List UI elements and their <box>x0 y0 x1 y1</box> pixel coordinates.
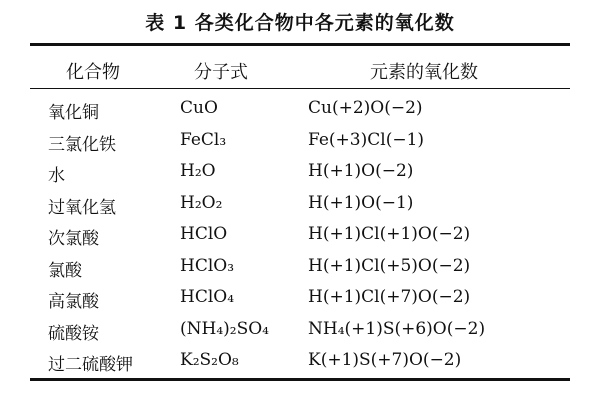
formula-cell: HClO₄ <box>180 287 235 307</box>
top-rule <box>30 43 570 46</box>
table-row <box>0 222 600 254</box>
oxidation-cell: H(+1)O(−1) <box>308 192 414 213</box>
formula-cell: FeCl₃ <box>180 129 227 150</box>
bottom-rule <box>30 378 570 381</box>
table-body <box>0 96 600 380</box>
compound-cell: 过氧化氢 <box>48 197 116 218</box>
compound-cell: 过二硫酸钾 <box>48 355 133 375</box>
oxidation-cell: K(+1)S(+7)O(−2) <box>308 350 462 370</box>
compound-cell: 水 <box>48 166 65 186</box>
table-row <box>0 285 600 317</box>
formula-cell: H₂O₂ <box>180 192 223 213</box>
oxidation-cell: H(+1)Cl(+7)O(−2) <box>308 287 471 307</box>
table-row <box>0 191 600 223</box>
table-row <box>0 159 600 191</box>
compound-cell: 氯酸 <box>48 260 82 281</box>
table-row <box>0 96 600 128</box>
compound-cell: 氧化铜 <box>48 103 99 123</box>
table-row <box>0 317 600 349</box>
header-oxidation: 元素的氧化数 <box>370 62 478 83</box>
compound-cell: 次氯酸 <box>48 229 99 249</box>
table-header <box>0 58 600 82</box>
formula-cell: H₂O <box>180 161 216 181</box>
table-title: 表 1 各类化合物中各元素的氧化数 <box>145 12 455 34</box>
table-row <box>0 348 600 380</box>
oxidation-cell: Fe(+3)Cl(−1) <box>308 129 425 150</box>
table-row <box>0 254 600 286</box>
oxidation-cell: H(+1)Cl(+5)O(−2) <box>308 255 471 276</box>
compound-cell: 高氯酸 <box>48 292 99 312</box>
oxidation-cell: Cu(+2)O(−2) <box>308 98 423 118</box>
formula-cell: HClO <box>180 224 228 244</box>
formula-cell: CuO <box>180 98 218 118</box>
compound-cell: 硫酸铵 <box>48 323 99 344</box>
header-formula: 分子式 <box>194 62 248 83</box>
formula-cell: (NH₄)₂SO₄ <box>180 318 269 339</box>
oxidation-cell: NH₄(+1)S(+6)O(−2) <box>308 318 486 339</box>
oxidation-cell: H(+1)Cl(+1)O(−2) <box>308 224 471 244</box>
table-row <box>0 128 600 160</box>
formula-cell: HClO₃ <box>180 255 235 276</box>
header-compound: 化合物 <box>66 62 120 83</box>
header-rule <box>30 88 570 89</box>
compound-cell: 三氯化铁 <box>48 134 116 155</box>
formula-cell: K₂S₂O₈ <box>180 350 239 370</box>
oxidation-cell: H(+1)O(−2) <box>308 161 414 181</box>
